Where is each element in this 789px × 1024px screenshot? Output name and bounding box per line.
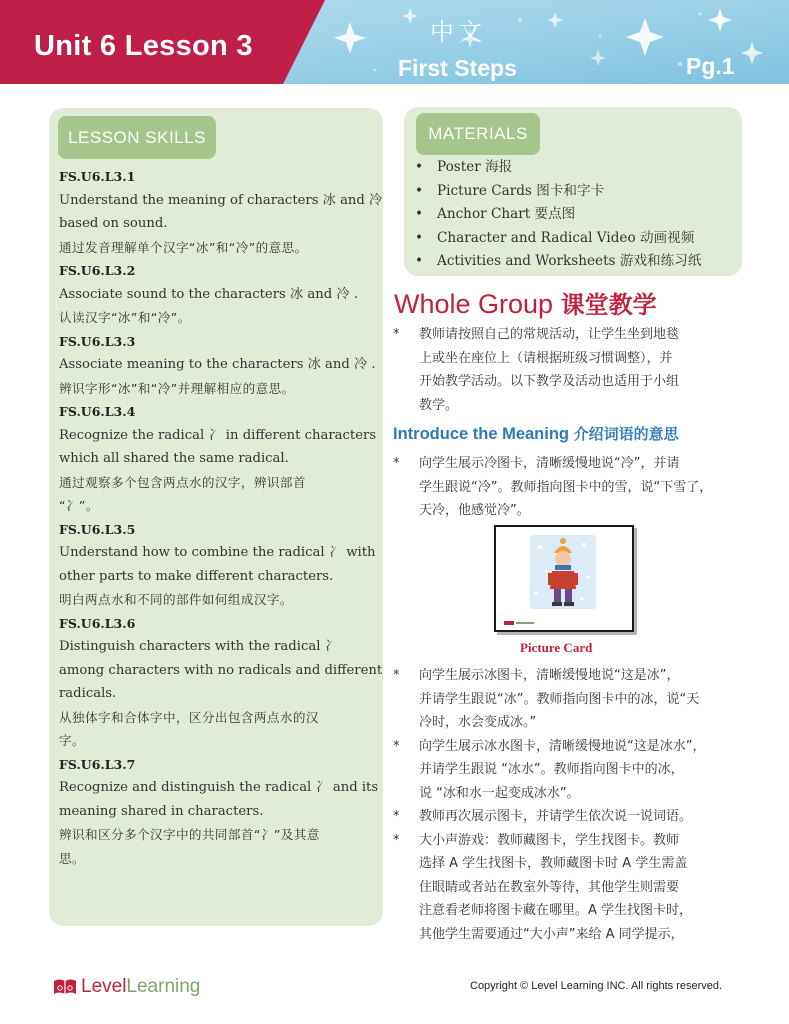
whole-group-paragraph <box>393 323 748 417</box>
whole-group-title-en: Whole Group <box>394 289 554 319</box>
skill-text-line: Recognize the radical 冫 in different characters <box>59 427 377 443</box>
asterisk-bullet-icon: * <box>393 327 400 342</box>
bullet-icon: • <box>415 229 424 246</box>
paragraph-text: 上或坐在座位上（请根据班级习惯调整），并 <box>419 350 673 366</box>
series-title: First Steps <box>398 55 517 81</box>
picture-card <box>494 525 634 632</box>
paragraph-text: 学生跟说“冷”。教师指向图卡中的雪，说“下雪了， <box>419 479 713 495</box>
skill-text-line: 认读汉字“冰”和“冷”。 <box>59 310 191 325</box>
materials-item-label: Poster 海报 <box>437 159 513 175</box>
paragraph-line <box>393 664 748 688</box>
paragraph-text: 并请学生跟说 “冰水”。教师指向图卡中的冰， <box>419 762 684 777</box>
materials-tag: MATERIALS <box>416 113 540 155</box>
paragraph-text: 住眼睛或者站在教室外等待，其他学生则需要 <box>419 879 680 895</box>
skill-text-line: 思。 <box>59 850 85 866</box>
skill-code: FS.U6.L3.5 <box>59 521 136 537</box>
introduce-activity-list <box>393 664 748 946</box>
level-learning-logo <box>53 976 200 998</box>
paragraph-text: 向学生展示冰图卡，清晰缓慢地说“这是冰”， <box>419 668 680 683</box>
asterisk-bullet-icon: * <box>393 668 400 683</box>
bullet-icon: • <box>415 206 424 222</box>
logo-text-learning: Learning <box>126 976 201 997</box>
whole-group-heading <box>394 285 657 320</box>
skill-text-line: Associate sound to the characters 冰 and 冷 . <box>59 286 358 302</box>
paragraph-text: 其他学生需要通过“大小声”来给 A 同学提示， <box>419 926 684 942</box>
unit-lesson-title: Unit 6 Lesson 3 <box>34 30 253 62</box>
activity-item <box>393 829 748 947</box>
paragraph-text: 教学。 <box>419 397 459 413</box>
paragraph-text: 说 “冰和水一起变成冰水”。 <box>419 785 580 801</box>
paragraph-line <box>393 370 748 394</box>
paragraph-text: 开始教学活动。以下教学及活动也适用于小组 <box>419 374 680 389</box>
materials-item <box>415 203 701 227</box>
skill-text-line: radicals. <box>59 686 117 701</box>
skill-text-line: 明白两点水和不同的部件如何组成汉字。 <box>59 592 293 607</box>
materials-item <box>415 250 701 274</box>
skill-code: FS.U6.L3.6 <box>59 615 136 631</box>
paragraph-line <box>393 782 748 806</box>
skill-code: FS.U6.L3.4 <box>59 404 136 419</box>
paragraph-text: 向学生展示冷图卡，清晰缓慢地说“冷”，并请 <box>419 456 680 471</box>
skill-text-line: 字。 <box>59 733 85 748</box>
paragraph-line <box>393 347 748 371</box>
asterisk-bullet-icon: * <box>393 832 400 848</box>
skill-text-line: 从独体字和合体字中，区分出包含两点水的汉 <box>59 709 319 725</box>
skill-text-line: meaning shared in characters. <box>59 803 264 819</box>
paragraph-line <box>393 476 748 500</box>
paragraph-line <box>393 829 748 853</box>
paragraph-line <box>393 852 748 876</box>
cold-boy-illustration <box>496 527 632 630</box>
paragraph-line <box>393 899 748 923</box>
activity-item <box>393 735 748 806</box>
asterisk-bullet-icon: * <box>393 456 400 471</box>
introduce-meaning-heading <box>393 423 679 444</box>
logo-text-level: Level <box>81 976 127 997</box>
bullet-icon: • <box>415 159 424 175</box>
paragraph-line <box>393 394 748 418</box>
paragraph-line <box>393 452 748 476</box>
skill-text-line: 辨识字形“冰”和“冷”并理解相应的意思。 <box>59 380 295 396</box>
skill-text-line: Understand the meaning of characters 冰 and 冷 <box>59 192 383 208</box>
whole-group-title-zh: 课堂教学 <box>560 291 657 319</box>
lesson-skills-list <box>59 165 383 870</box>
book-logo-icon <box>53 978 77 996</box>
paragraph-text: 选择 A 学生找图卡，教师藏图卡时 A 学生需盖 <box>419 856 688 871</box>
paragraph-line <box>393 688 748 712</box>
paragraph-text: 并请学生跟说“冰”。教师指向图卡中的冰，说“天 <box>419 691 700 707</box>
materials-item <box>415 180 701 204</box>
materials-item-label: Activities and Worksheets 游戏和练习纸 <box>437 253 702 269</box>
asterisk-bullet-icon: * <box>393 809 400 824</box>
skill-text-line: Associate meaning to the characters 冰 and 冷 . <box>59 357 376 372</box>
materials-item <box>415 156 701 180</box>
paragraph-text: 教师请按照自己的常规活动，让学生坐到地毯 <box>419 327 680 342</box>
paragraph-text: 向学生展示冰水图卡，清晰缓慢地说“这是冰水”， <box>419 738 706 754</box>
bullet-icon: • <box>415 182 424 199</box>
logo-text <box>81 976 200 998</box>
skill-text-line: Understand how to combine the radical 冫 with <box>59 545 376 560</box>
skill-text-line: Distinguish characters with the radical 冫 <box>59 639 338 654</box>
skill-code: FS.U6.L3.3 <box>59 333 136 349</box>
paragraph-line <box>393 923 748 947</box>
paragraph-text: 天冷，他感觉冷”。 <box>419 503 530 518</box>
chinese-title: 中文 <box>430 18 486 46</box>
introduce-title-zh: 介绍词语的意思 <box>573 425 679 443</box>
materials-item-label: Character and Radical Video 动画视频 <box>437 229 695 246</box>
paragraph-line <box>393 758 748 782</box>
paragraph-text: 冷时，水会变成冰。” <box>419 715 537 730</box>
materials-item <box>415 227 701 251</box>
bullet-icon: • <box>415 253 424 269</box>
paragraph-line <box>393 735 748 759</box>
skill-code: FS.U6.L3.1 <box>59 169 136 184</box>
skill-text-line: based on sound. <box>59 216 168 231</box>
skill-text-line: 辨识和区分多个汉字中的共同部首“冫”及其意 <box>59 827 320 842</box>
activity-item <box>393 664 748 735</box>
paragraph-line <box>393 323 748 347</box>
copyright-notice: Copyright © Level Learning INC. All rights reserved. <box>470 980 723 992</box>
materials-list <box>415 156 701 274</box>
paragraph-line <box>393 711 748 735</box>
paragraph-line <box>393 499 748 523</box>
introduce-title-en: Introduce the Meaning <box>393 425 570 443</box>
paragraph-text: 大小声游戏：教师藏图卡，学生找图卡。教师 <box>419 832 680 848</box>
skill-text-line: other parts to make different characters. <box>59 568 334 584</box>
activity-item <box>393 805 748 829</box>
skill-code: FS.U6.L3.7 <box>59 756 136 772</box>
lesson-skills-tag: LESSON SKILLS <box>58 116 216 159</box>
skill-text-line: “冫”。 <box>59 498 99 513</box>
skill-text-line: 通过发音理解单个汉字“冰”和“冷”的意思。 <box>59 239 308 255</box>
page-header <box>0 0 789 84</box>
skill-text-line: Recognize and distinguish the radical 冫 and its <box>59 780 379 795</box>
paragraph-line <box>393 876 748 900</box>
paragraph-text: 教师再次展示图卡，并请学生依次说一说词语。 <box>419 809 693 824</box>
materials-item-label: Anchor Chart 要点图 <box>437 206 576 222</box>
skill-text-line: which all shared the same radical. <box>59 451 289 466</box>
paragraph-text: 注意看老师将图卡藏在哪里。A 学生找图卡时， <box>419 903 693 918</box>
materials-item-label: Picture Cards 图卡和字卡 <box>437 182 605 199</box>
paragraph-line <box>393 805 748 829</box>
page-number: Pg.1 <box>686 53 735 79</box>
picture-card-caption: Picture Card <box>520 640 593 655</box>
skill-text-line: among characters with no radicals and different <box>59 662 383 678</box>
skill-text-line: 通过观察多个包含两点水的汉字，辨识部首 <box>59 474 306 490</box>
skill-code: FS.U6.L3.2 <box>59 263 136 278</box>
asterisk-bullet-icon: * <box>393 738 400 754</box>
introduce-paragraph-1 <box>393 452 748 523</box>
